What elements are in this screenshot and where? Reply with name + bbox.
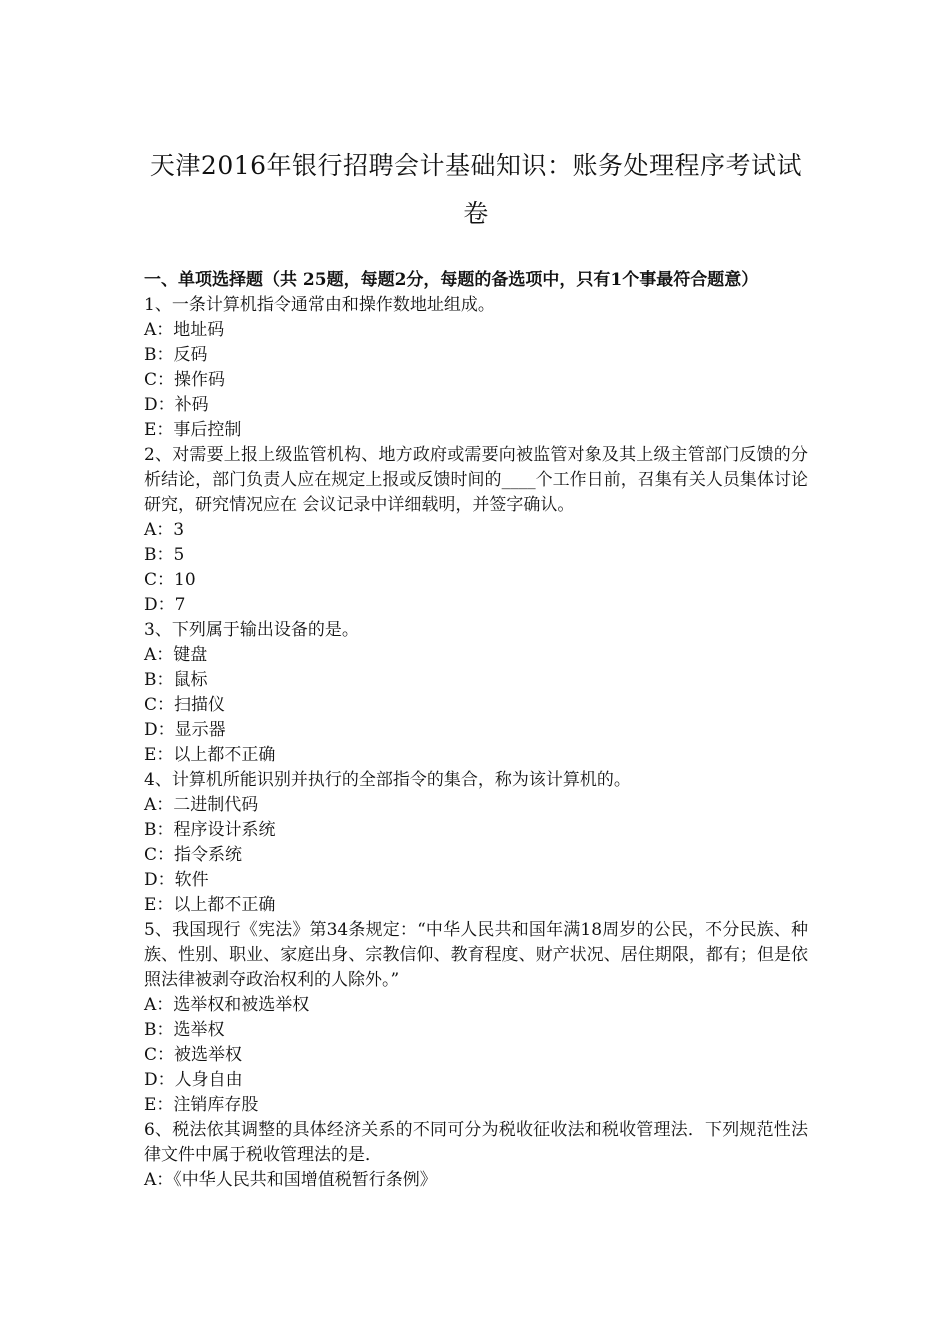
option-c: C：10 xyxy=(144,570,196,590)
option-a: A：3 xyxy=(144,520,185,540)
document-title: 天津2016年银行招聘会计基础知识：账务处理程序考试试卷 xyxy=(149,151,803,228)
option-b: B：鼠标 xyxy=(144,670,208,690)
option-c: C：指令系统 xyxy=(144,845,243,865)
question-5 xyxy=(144,918,808,1118)
question-stem: 6、税法依其调整的具体经济关系的不同可分为税收征收法和税收管理法．下列规范性法律文件中属于税收管理法的是． xyxy=(144,1120,808,1165)
question-stem: 3、下列属于输出设备的是。 xyxy=(144,620,359,640)
option-a: A：地址码 xyxy=(144,320,225,340)
option-e: E：注销库存股 xyxy=(144,1095,259,1115)
option-a: A：二进制代码 xyxy=(144,795,259,815)
question-stem: 2、对需要上报上级监管机构、地方政府或需要向被监管对象及其上级主管部门反馈的分析结论，部门负责人应在规定上报或反馈时间的____个工作日前，召集有关人员集体讨论研究，研究情况应在 会议记录中详细载明，并签字确认。 xyxy=(144,445,808,515)
question-6 xyxy=(144,1118,808,1193)
option-e: E：以上都不正确 xyxy=(144,895,276,915)
document-page xyxy=(144,142,808,1193)
question-4 xyxy=(144,768,808,918)
option-d: D：显示器 xyxy=(144,720,226,740)
option-b: B：5 xyxy=(144,545,185,565)
option-a: A：选举权和被选举权 xyxy=(144,995,310,1015)
question-stem: 4、计算机所能识别并执行的全部指令的集合，称为该计算机的。 xyxy=(144,770,631,790)
question-1 xyxy=(144,293,808,443)
option-d: D：软件 xyxy=(144,870,209,890)
option-b: B：反码 xyxy=(144,345,208,365)
option-b: B：选举权 xyxy=(144,1020,225,1040)
option-d: D：补码 xyxy=(144,395,209,415)
question-stem: 1、一条计算机指令通常由和操作数地址组成。 xyxy=(144,295,495,315)
option-e: E：事后控制 xyxy=(144,420,242,440)
option-c: C：操作码 xyxy=(144,370,226,390)
option-a: A：《中华人民共和国增值税暂行条例》 xyxy=(144,1170,437,1190)
option-d: D：7 xyxy=(144,595,186,615)
question-2 xyxy=(144,443,808,618)
question-3 xyxy=(144,618,808,768)
section-heading: 一、单项选择题（共 25题，每题2分，每题的备选项中，只有1个事最符合题意） xyxy=(144,270,759,290)
option-c: C：被选举权 xyxy=(144,1045,243,1065)
option-b: B：程序设计系统 xyxy=(144,820,276,840)
option-d: D：人身自由 xyxy=(144,1070,243,1090)
question-stem: 5、我国现行《宪法》第34条规定：“中华人民共和国年满18周岁的公民，不分民族、种族、性别、职业、家庭出身、宗教信仰、教育程度、财产状况、居住期限，都有；但是依照法律被剥夺政治权利的人除外。” xyxy=(144,920,808,990)
option-e: E：以上都不正确 xyxy=(144,745,276,765)
option-c: C：扫描仪 xyxy=(144,695,226,715)
option-a: A：键盘 xyxy=(144,645,208,665)
